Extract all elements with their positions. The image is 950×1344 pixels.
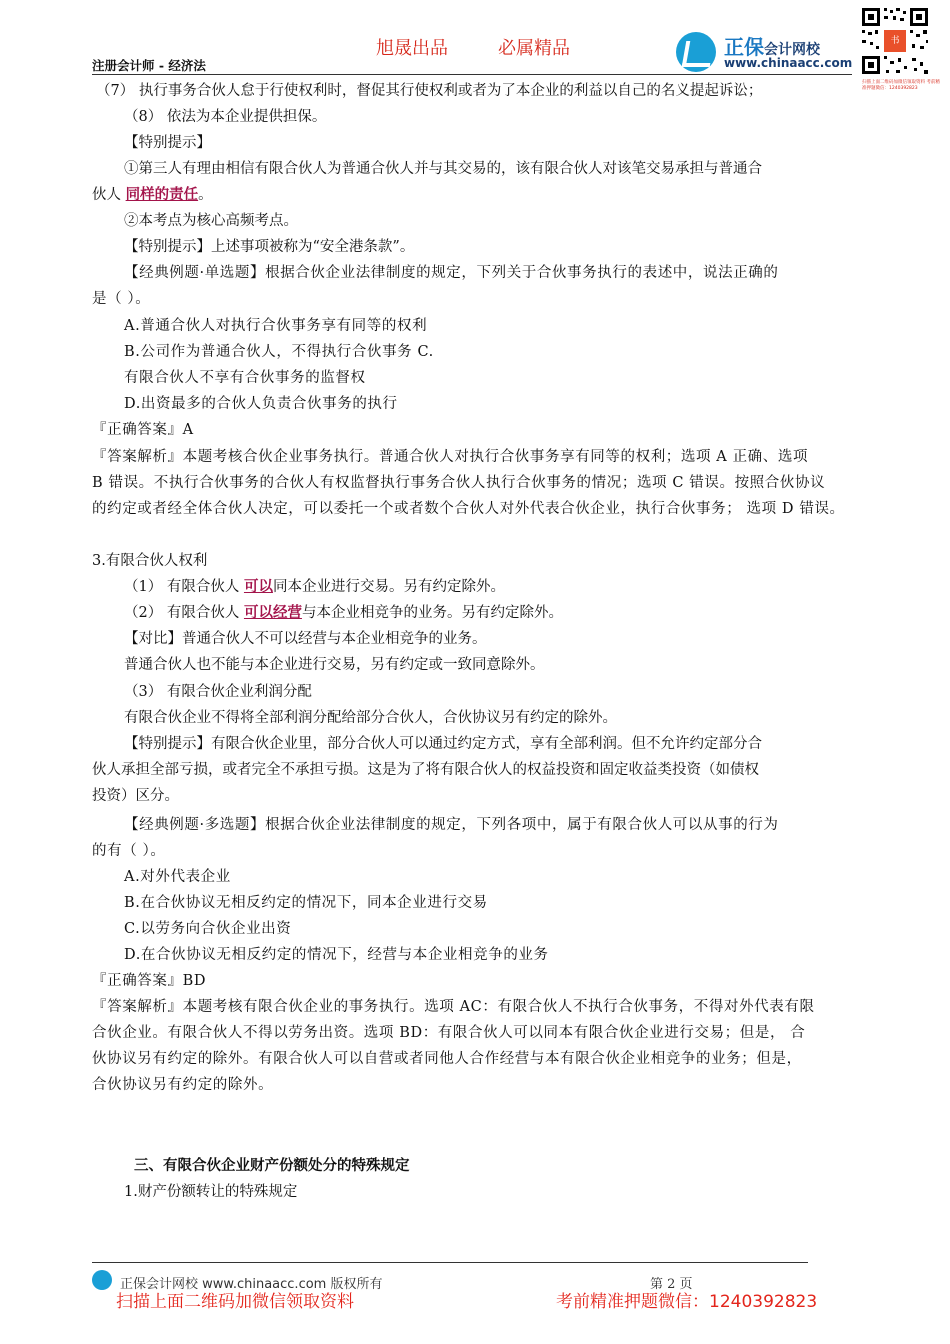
q2-option-b: B.在合伙协议无相反约定的情况下，同本企业进行交易 [124, 895, 488, 911]
q1-option-c: 有限合伙人不享有合伙事务的监督权 [124, 370, 366, 386]
q2-explanation-4: 合伙协议另有约定的除外。 [92, 1077, 274, 1093]
highlight-same-liability: 同样的责任 [125, 186, 199, 203]
q2-stem-cont: 的有（ ）。 [92, 843, 166, 859]
qr-code-icon[interactable] [860, 6, 930, 76]
q2-option-a: A.对外代表企业 [124, 869, 231, 885]
right-1: （1） 有限合伙人 可以同本企业进行交易。另有约定除外。 [124, 578, 505, 595]
footer-promo-left: 扫描上面二维码加微信领取资料 [116, 1292, 354, 1312]
q1-option-a: A.普通合伙人对执行合伙事务享有同等的权利 [124, 318, 428, 334]
tip-heading-1: 【特别提示】 [124, 135, 211, 151]
compare-2: 普通合伙人也不能与本企业进行交易，另有约定或一致同意除外。 [124, 657, 545, 673]
q2-explanation-3: 伙协议另有约定的除外。有限合伙人可以自营或者同他人合作经营与本有限合伙企业相竞争的业务；但是， [92, 1051, 802, 1067]
tip-text-2: ②本考点为核心高频考点。 [124, 213, 298, 229]
q2-stem: 【经典例题·多选题】根据合伙企业法律制度的规定，下列各项中，属于有限合伙人可以从事的行为 [124, 817, 779, 833]
header-divider [92, 74, 852, 75]
tip-safe-harbor: 【特别提示】上述事项被称为“安全港条款”。 [124, 239, 415, 255]
logo-name: 正保 [724, 35, 764, 59]
tip-profit-2: 伙人承担全部亏损，或者完全不承担亏损。这是为了将有限合伙人的权益投资和固定收益类投资（如债权 [92, 762, 759, 778]
header-slogan-left: 旭晟出品 [376, 38, 448, 59]
logo-suffix: 会计网校 [764, 42, 820, 58]
tip-profit-3: 投资）区分。 [92, 788, 179, 804]
section-three-sub-1: 1.财产份额转让的特殊规定 [124, 1184, 298, 1200]
q2-explanation-2: 合伙企业。有限合伙人不得以劳务出资。选项 BD：有限合伙人可以同本有限合伙企业进行交易；但是， 合 [92, 1025, 806, 1041]
logo-mark-icon [676, 32, 716, 72]
right-3-detail: 有限合伙企业不得将全部利润分配给部分合伙人，合伙协议另有约定的除外。 [124, 710, 617, 726]
right-3: （3） 有限合伙企业利润分配 [124, 684, 312, 700]
q1-answer: 『正确答案』A [92, 422, 194, 438]
section-three-title: 三、有限合伙企业财产份额处分的特殊规定 [134, 1158, 410, 1174]
q1-explanation-1: 『答案解析』本题考核合伙企业事务执行。普通合伙人对执行合伙事务享有同等的权利；选项 A 正确、选项 [92, 449, 809, 465]
line-item-8: （8） 依法为本企业提供担保。 [124, 109, 327, 125]
qr-caption: 扫描上面二维码加微信领取资料 考前精准押题微信：1240392823 [862, 80, 940, 91]
footer-copyright: 正保会计网校 www.chinaacc.com 版权所有 [120, 1277, 383, 1292]
footer-logo-icon [92, 1270, 112, 1290]
q2-option-d: D.在合伙协议无相反约定的情况下，经营与本企业相竞争的业务 [124, 947, 549, 963]
tip-profit-1: 【特别提示】有限合伙企业里，部分合伙人可以通过约定方式，享有全部利润。但不允许约定部分合 [124, 736, 762, 752]
highlight-can: 可以 [243, 578, 273, 595]
page-number: 第 2 页 [650, 1277, 693, 1292]
tip-text-1-cont: 伙人 同样的责任。 [92, 186, 213, 203]
header-slogan-right: 必属精品 [498, 38, 570, 59]
q2-explanation-1: 『答案解析』本题考核有限合伙企业的事务执行。选项 AC：有限合伙人不执行合伙事务，不得对外代表有限 [92, 999, 815, 1015]
q1-explanation-2: B 错误。不执行合伙事务的合伙人有权监督执行事务合伙人执行合伙事务的情况；选项 C 错误。按照合伙协议 [92, 475, 826, 491]
highlight-can-operate: 可以经营 [243, 604, 302, 621]
header-course: 注册会计师 - 经济法 [92, 58, 206, 73]
q1-option-b: B.公司作为普通合伙人，不得执行合伙事务 C. [124, 344, 434, 360]
q1-stem-cont: 是（ ）。 [92, 291, 151, 307]
compare-1: 【对比】普通合伙人不可以经营与本企业相竞争的业务。 [124, 631, 487, 647]
footer-promo-right: 考前精准押题微信：1240392823 [556, 1292, 818, 1312]
tip-text-1: ①第三人有理由相信有限合伙人为普通合伙人并与其交易的，该有限合伙人对该笔交易承担与普通合 [124, 161, 762, 177]
right-2: （2） 有限合伙人 可以经营与本企业相竞争的业务。另有约定除外。 [124, 604, 563, 621]
logo-url: www.chinaacc.com [724, 56, 853, 70]
line-item-7: （7） 执行事务合伙人怠于行使权利时，督促其行使权利或者为了本企业的利益以自己的名义提起诉讼； [96, 83, 763, 99]
footer-divider [92, 1262, 808, 1263]
q1-stem: 【经典例题·单选题】根据合伙企业法律制度的规定，下列关于合伙事务执行的表述中，说法正确的 [124, 265, 779, 281]
brand-logo[interactable] [676, 30, 866, 74]
section-limited-partner-rights: 3.有限合伙人权利 [92, 553, 208, 569]
q2-option-c: C.以劳务向合伙企业出资 [124, 921, 292, 937]
q1-explanation-3: 的约定或者经全体合伙人决定，可以委托一个或者数个合伙人对外代表合伙企业，执行合伙事务； 选项 D 错误。 [92, 501, 845, 517]
q2-answer: 『正确答案』BD [92, 973, 207, 989]
q1-option-d: D.出资最多的合伙人负责合伙事务的执行 [124, 396, 398, 412]
qr-badge: 书 [882, 28, 908, 54]
